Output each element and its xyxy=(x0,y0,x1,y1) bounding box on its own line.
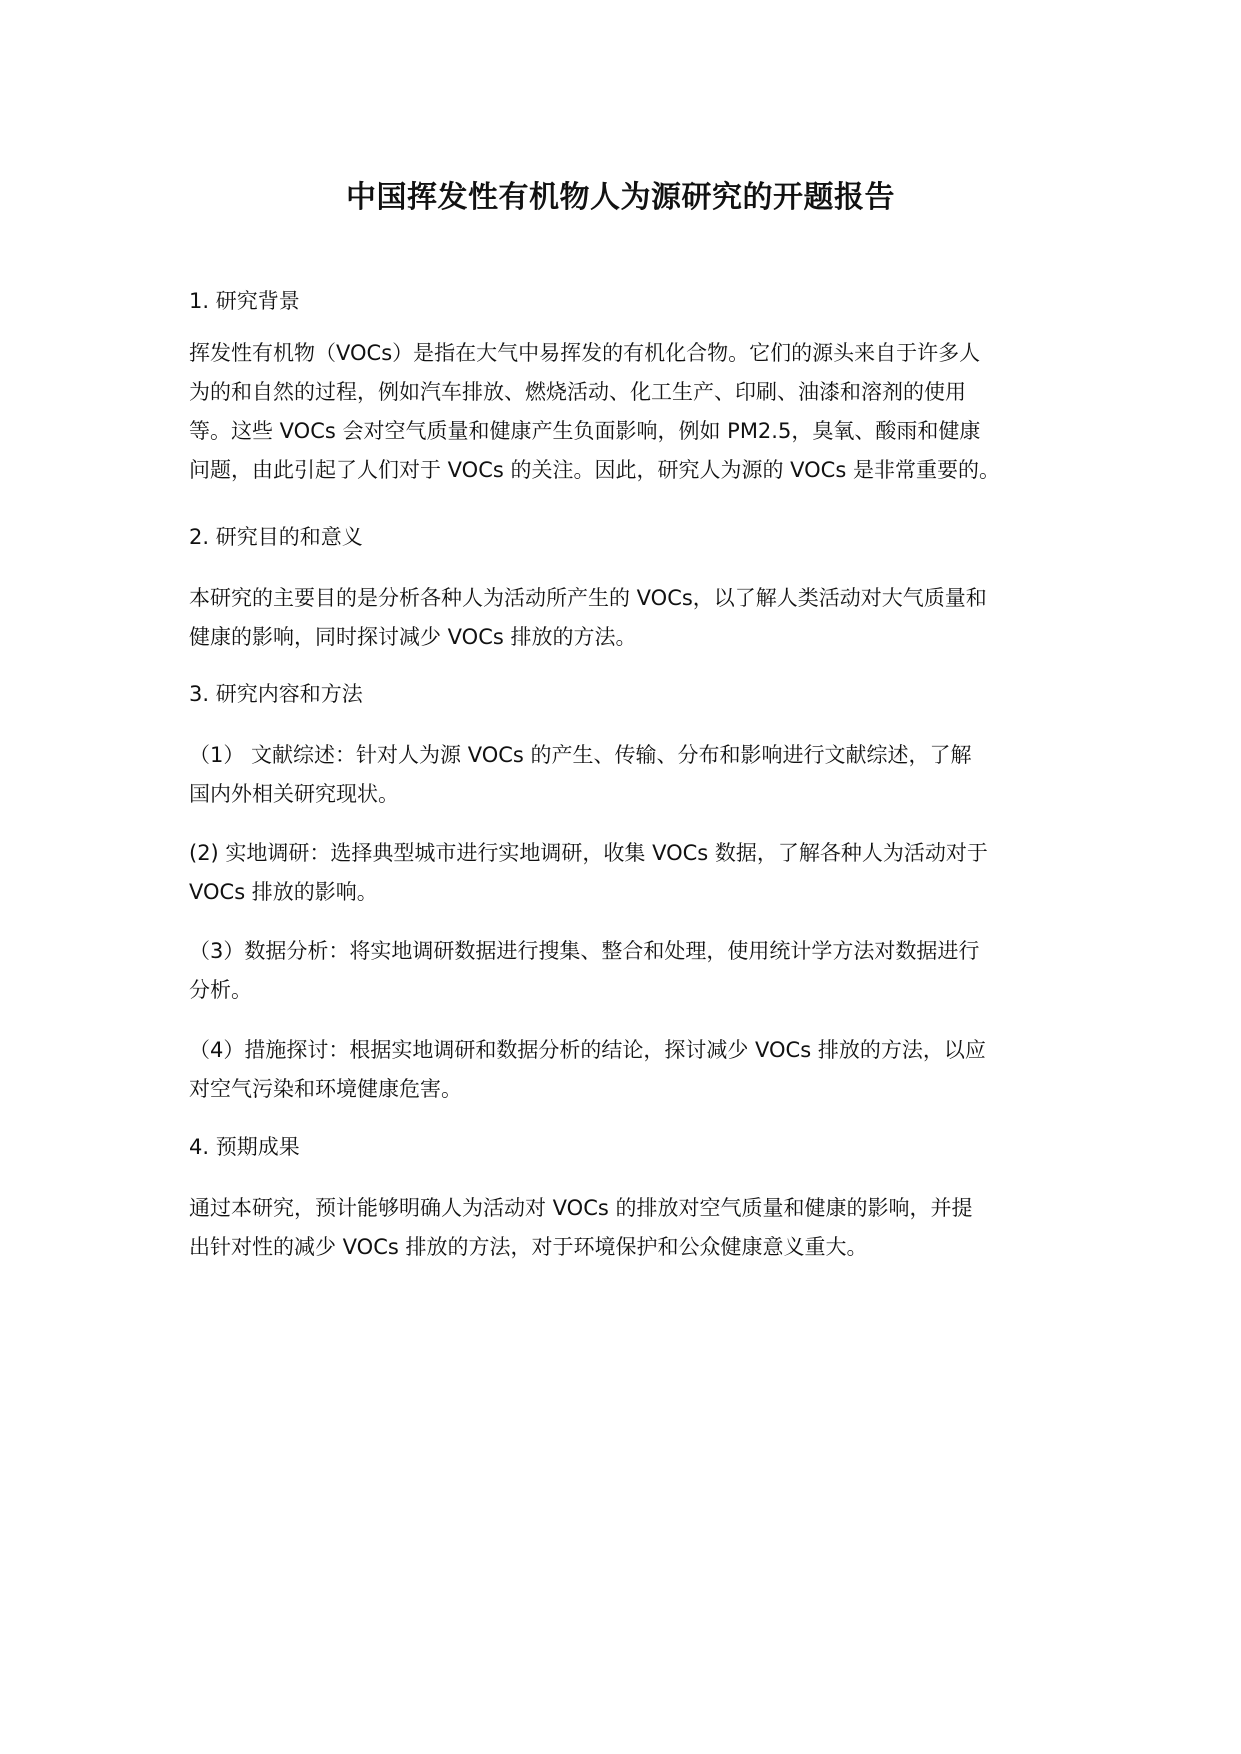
paragraph-line: 问题，由此引起了人们对于 VOCs 的关注。因此，研究人为源的 VOCs 是非常重要的。 xyxy=(189,458,1000,482)
paragraph-line: (2) 实地调研：选择典型城市进行实地调研，收集 VOCs 数据，了解各种人为活动对于 xyxy=(189,841,988,865)
section-heading-purpose: 2. 研究目的和意义 xyxy=(189,525,363,549)
paragraph-line: 等。这些 VOCs 会对空气质量和健康产生负面影响，例如 PM2.5，臭氧、酸雨和健康 xyxy=(189,419,981,443)
paragraph-line: VOCs 排放的影响。 xyxy=(189,880,378,904)
paragraph-line: 出针对性的减少 VOCs 排放的方法，对于环境保护和公众健康意义重大。 xyxy=(189,1235,868,1259)
paragraph-method-1 xyxy=(189,736,1069,814)
paragraph-background xyxy=(189,334,1069,490)
paragraph-outcomes xyxy=(189,1189,1069,1267)
paragraph-line: （3）数据分析：将实地调研数据进行搜集、整合和处理，使用统计学方法对数据进行 xyxy=(189,939,980,963)
paragraph-line: （4）措施探讨：根据实地调研和数据分析的结论，探讨减少 VOCs 排放的方法，以应 xyxy=(189,1038,986,1062)
paragraph-method-2 xyxy=(189,834,1069,912)
paragraph-line: 健康的影响，同时探讨减少 VOCs 排放的方法。 xyxy=(189,625,637,649)
section-heading-background: 1. 研究背景 xyxy=(189,289,300,313)
paragraph-line: 对空气污染和环境健康危害。 xyxy=(189,1077,462,1101)
document-title: 中国挥发性有机物人为源研究的开题报告 xyxy=(346,180,895,215)
paragraph-method-4 xyxy=(189,1031,1069,1109)
paragraph-line: 通过本研究，预计能够明确人为活动对 VOCs 的排放对空气质量和健康的影响，并提 xyxy=(189,1196,973,1220)
paragraph-line: 本研究的主要目的是分析各种人为活动所产生的 VOCs，以了解人类活动对大气质量和 xyxy=(189,586,987,610)
paragraph-line: 为的和自然的过程，例如汽车排放、燃烧活动、化工生产、印刷、油漆和溶剂的使用 xyxy=(189,380,966,404)
section-heading-outcomes: 4. 预期成果 xyxy=(189,1135,300,1159)
paragraph-method-3 xyxy=(189,932,1069,1010)
paragraph-line: 国内外相关研究现状。 xyxy=(189,782,399,806)
section-heading-methods: 3. 研究内容和方法 xyxy=(189,682,363,706)
paragraph-purpose xyxy=(189,579,1069,657)
paragraph-line: 挥发性有机物（VOCs）是指在大气中易挥发的有机化合物。它们的源头来自于许多人 xyxy=(189,341,981,365)
paragraph-line: 分析。 xyxy=(189,978,252,1002)
paragraph-line: （1） 文献综述：针对人为源 VOCs 的产生、传输、分布和影响进行文献综述，了解 xyxy=(189,743,972,767)
